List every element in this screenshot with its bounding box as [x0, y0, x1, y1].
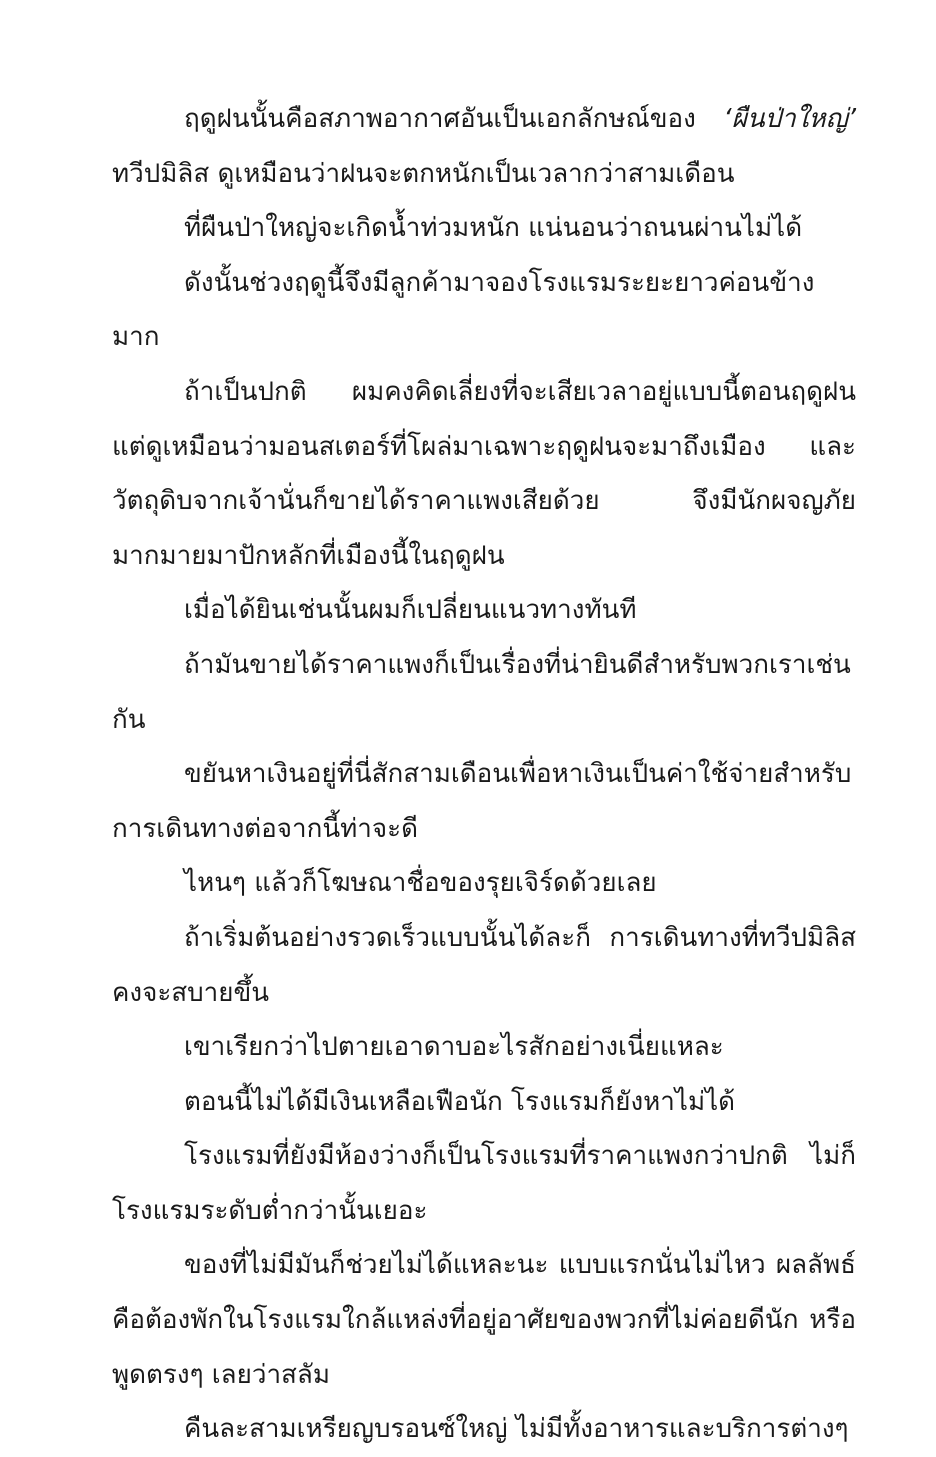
paragraph-1-before: ฤดูฝนนั้นคือสภาพอากาศอันเป็นเอกลักษณ์ของ [184, 104, 724, 134]
paragraph-11: ตอนนี้ไม่ได้มีเงินเหลือเฟือนัก โรงแรมก็ยังหาไม่ได้ [184, 1086, 736, 1117]
paragraph-4: ถ้าเป็นปกติ ผมคงคิดเลี่ยงที่จะเสียเวลาอยู่แบบนี้ตอนฤดูฝน แต่ดูเหมือนว่ามอนสเตอร์ที่โผล่มาเฉพาะฤดูฝนจะมาถึงเมือง และวัตถุดิบจากเจ้านั่นก็ขายได้ราคาแพงเสียด้วย จึงมีนักผจญภัยมากมายมาปักหลักที่เมืองนี้ในฤดูฝน [112, 376, 856, 571]
paragraph-10: เขาเรียกว่าไปตายเอาดาบอะไรสักอย่างเนี่ยแหละ [184, 1032, 724, 1063]
paragraph-2: ที่ผืนป่าใหญ่จะเกิดน้ำท่วมหนัก แน่นอนว่าถนนผ่านไม่ได้ [184, 213, 803, 244]
paragraph-8: ไหนๆ แล้วก็โฆษณาชื่อของรุยเจิร์ดด้วยเลย [184, 868, 657, 899]
paragraph-13: ของที่ไม่มีมันก็ช่วยไม่ได้แหละนะ แบบแรกนั่นไม่ไหว ผลลัพธ์คือต้องพักในโรงแรมใกล้แหล่งที่อยู่อาศัยของพวกที่ไม่ค่อยดีนัก หรือพูดตรงๆ เลยว่าสลัม [112, 1250, 856, 1390]
paragraph-7: ขยันหาเงินอยู่ที่นี่สักสามเดือนเพื่อหาเงินเป็นค่าใช้จ่ายสำหรับการเดินทางต่อจากนี้ท่าจะดี [112, 759, 852, 844]
paragraph-1-after: ทวีปมิลิส ดูเหมือนว่าฝนจะตกหนักเป็นเวลากว่าสามเดือน [112, 158, 735, 189]
body-text [112, 92, 856, 1457]
paragraph-5: เมื่อได้ยินเช่นนั้นผมก็เปลี่ยนแนวทางทันที [184, 595, 637, 626]
paragraph-9: ถ้าเริ่มต้นอย่างรวดเร็วแบบนั้นได้ละก็ การเดินทางที่ทวีปมิลิสคงจะสบายขึ้น [112, 922, 856, 1008]
paragraph-6: ถ้ามันขายได้ราคาแพงก็เป็นเรื่องที่น่ายินดีสำหรับพวกเราเช่นกัน [112, 649, 851, 735]
paragraph-14: คืนละสามเหรียญบรอนซ์ใหญ่ ไม่มีทั้งอาหารและบริการต่างๆ [184, 1414, 849, 1445]
paragraph-3: ดังนั้นช่วงฤดูนี้จึงมีลูกค้ามาจองโรงแรมระยะยาวค่อนข้างมาก [112, 267, 815, 353]
paragraph-12: โรงแรมที่ยังมีห้องว่างก็เป็นโรงแรมที่ราคาแพงกว่าปกติ ไม่ก็โรงแรมระดับต่ำกว่านั้นเยอะ [112, 1141, 856, 1226]
forest-name-italic: ‘ผืนป่าใหญ่’ [723, 104, 856, 134]
paragraph-1 [112, 92, 856, 201]
